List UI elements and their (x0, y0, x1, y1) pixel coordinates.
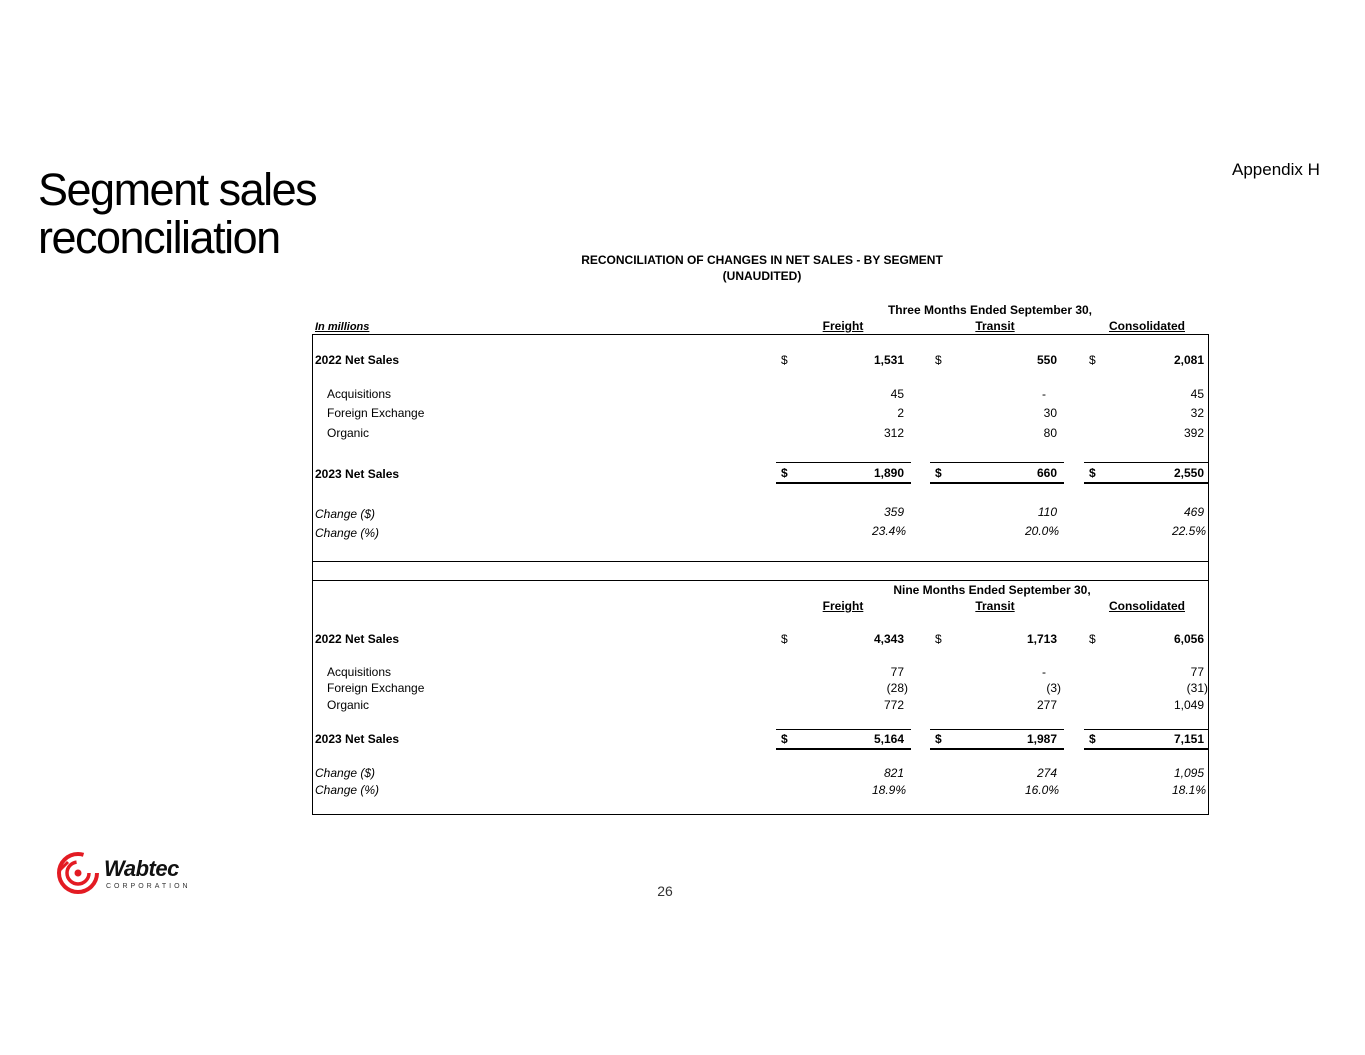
three-months-cell: 32 (1190, 406, 1204, 420)
nine-months-row-label: Organic (327, 698, 370, 712)
nine-months-cell: (3) (1046, 681, 1061, 695)
currency-symbol: $ (1089, 466, 1096, 480)
three-months-change-abs-label: Change ($) (315, 507, 376, 521)
total-rule-top (930, 729, 1064, 730)
nine-months-end-consolidated: 7,151 (1173, 732, 1204, 746)
slide-title (38, 166, 316, 262)
nine-months-period-header: Nine Months Ended September 30, (893, 583, 1091, 597)
three-months-change-abs-cell: 469 (1183, 505, 1204, 519)
nine-months-start-consolidated: 6,056 (1173, 632, 1204, 646)
three-months-change-pct-cell: 23.4% (871, 524, 906, 538)
total-rule-bottom (776, 748, 911, 750)
section-divider-top (312, 561, 1209, 562)
three-months-col-transit: Transit (975, 319, 1015, 333)
three-months-end-transit: 660 (1036, 466, 1057, 480)
three-months-row-label: Organic (327, 426, 370, 440)
nine-months-change-abs-label: Change ($) (315, 766, 376, 780)
nine-months-end-label: 2023 Net Sales (315, 732, 400, 746)
three-months-start-consolidated: 2,081 (1173, 353, 1204, 367)
three-months-change-abs-cell: 110 (1037, 505, 1057, 519)
report-title (562, 252, 962, 284)
nine-months-cell: 77 (890, 665, 904, 679)
three-months-end-consolidated: 2,550 (1173, 466, 1204, 480)
slide-title-line-2: reconciliation (38, 212, 280, 263)
three-months-col-freight: Freight (822, 319, 864, 333)
three-months-cell: 45 (1190, 387, 1204, 401)
three-months-row-label: Acquisitions (327, 387, 392, 401)
currency-symbol: $ (935, 732, 942, 746)
nine-months-change-abs-cell: 821 (883, 766, 904, 780)
three-months-row-label: Foreign Exchange (327, 406, 425, 420)
nine-months-change-abs-cell: 1,095 (1173, 766, 1204, 780)
three-months-period-header: Three Months Ended September 30, (887, 303, 1093, 317)
logo-tagline: CORPORATION (106, 883, 191, 890)
three-months-end-label: 2023 Net Sales (315, 467, 400, 481)
logo-wordmark: Wabtec (104, 856, 179, 881)
currency-symbol: $ (1089, 353, 1096, 367)
nine-months-change-pct-label: Change (%) (315, 783, 380, 797)
total-rule-top (1084, 462, 1209, 463)
nine-months-change-abs-cell: 274 (1036, 766, 1057, 780)
total-rule-bottom (1084, 482, 1209, 484)
nine-months-cell: (31) (1186, 681, 1208, 695)
three-months-col-consolidated: Consolidated (1108, 319, 1185, 333)
slide-title-line-1: Segment sales (38, 164, 317, 215)
currency-symbol: $ (781, 632, 788, 646)
nine-months-cell: 277 (1036, 698, 1057, 712)
nine-months-change-pct-cell: 18.9% (871, 783, 906, 797)
total-rule-bottom (776, 482, 911, 484)
total-rule-top (776, 729, 911, 730)
nine-months-cell: 1,049 (1173, 698, 1204, 712)
wabtec-logo (56, 848, 206, 898)
section-divider-bottom (312, 580, 1209, 581)
units-label: In millions (315, 321, 370, 333)
page-number: 26 (657, 883, 673, 899)
currency-symbol: $ (781, 466, 788, 480)
nine-months-col-transit: Transit (975, 599, 1015, 613)
nine-months-row-label: Foreign Exchange (327, 681, 425, 695)
nine-months-change-pct-cell: 16.0% (1024, 783, 1059, 797)
three-months-cell: 392 (1183, 426, 1204, 440)
three-months-cell: 312 (883, 426, 904, 440)
nine-months-cell: - (1042, 665, 1046, 679)
three-months-change-pct-cell: 20.0% (1024, 524, 1059, 538)
currency-symbol: $ (781, 353, 788, 367)
total-rule-top (776, 462, 911, 463)
three-months-cell: 45 (890, 387, 904, 401)
nine-months-end-transit: 1,987 (1026, 732, 1057, 746)
three-months-change-abs-cell: 359 (883, 505, 904, 519)
nine-months-col-consolidated: Consolidated (1108, 599, 1185, 613)
three-months-end-freight: 1,890 (873, 466, 904, 480)
nine-months-row-label: Acquisitions (327, 665, 392, 679)
three-months-start-freight: 1,531 (873, 353, 904, 367)
nine-months-cell: (28) (886, 681, 908, 695)
currency-symbol: $ (1089, 632, 1096, 646)
nine-months-start-freight: 4,343 (873, 632, 904, 646)
total-rule-top (1084, 729, 1209, 730)
total-rule-bottom (1084, 748, 1209, 750)
currency-symbol: $ (1089, 732, 1096, 746)
nine-months-col-freight: Freight (822, 599, 864, 613)
report-title-sub: (UNAUDITED) (722, 269, 802, 283)
total-rule-top (930, 462, 1064, 463)
nine-months-cell: 77 (1190, 665, 1204, 679)
total-rule-bottom (930, 482, 1064, 484)
total-rule-bottom (930, 748, 1064, 750)
nine-months-end-freight: 5,164 (873, 732, 904, 746)
report-title-main: RECONCILIATION OF CHANGES IN NET SALES - BY SEGMENT (581, 253, 943, 267)
currency-symbol: $ (935, 632, 942, 646)
currency-symbol: $ (935, 466, 942, 480)
three-months-cell: - (1042, 387, 1046, 401)
three-months-cell: 80 (1043, 426, 1057, 440)
wabtec-logo-mark-icon (56, 848, 102, 896)
nine-months-start-label: 2022 Net Sales (315, 632, 400, 646)
three-months-start-transit: 550 (1036, 353, 1057, 367)
three-months-start-label: 2022 Net Sales (315, 353, 400, 367)
three-months-change-pct-label: Change (%) (315, 526, 380, 540)
currency-symbol: $ (781, 732, 788, 746)
currency-symbol: $ (935, 353, 942, 367)
nine-months-start-transit: 1,713 (1026, 632, 1057, 646)
appendix-label: Appendix H (1232, 160, 1320, 179)
three-months-cell: 2 (897, 406, 904, 420)
three-months-change-pct-cell: 22.5% (1171, 524, 1206, 538)
nine-months-cell: 772 (883, 698, 904, 712)
nine-months-change-pct-cell: 18.1% (1171, 783, 1206, 797)
three-months-cell: 30 (1043, 406, 1057, 420)
reconciliation-table-frame (312, 334, 1209, 815)
